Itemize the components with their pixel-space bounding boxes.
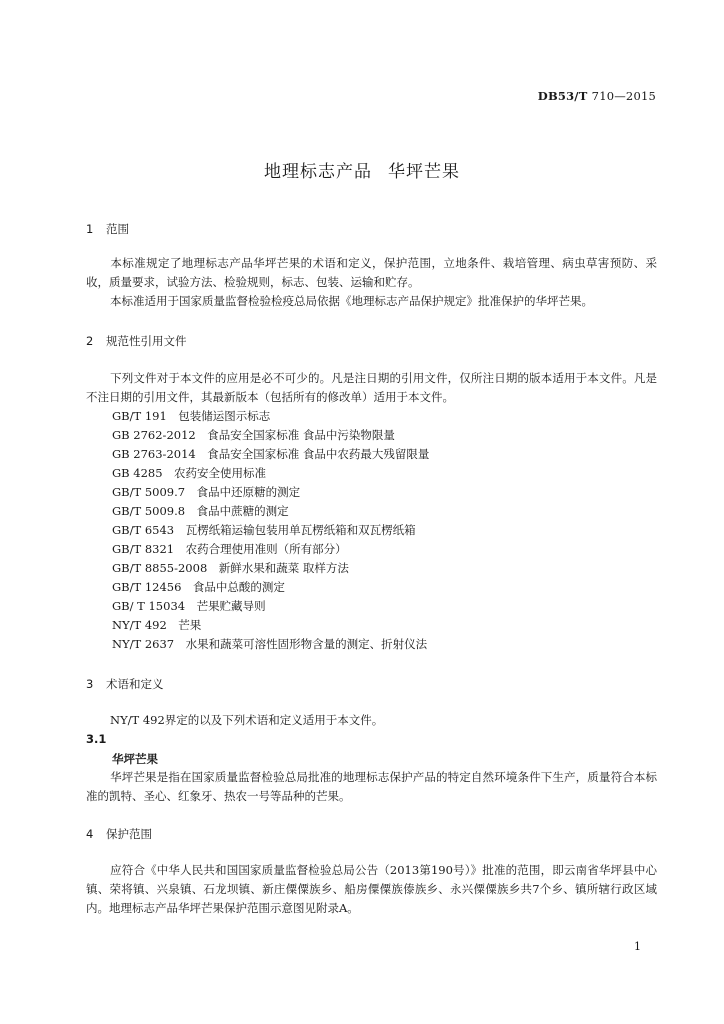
- reference-item: GB/ T 15034 芒果贮藏导则: [112, 599, 266, 613]
- paragraph-text: 下列文件对于本文件的应用是必不可少的。凡是注日期的引用文件，仅所注日期的版本适用于本文件。凡是不注日期的引用文件，其最新版本（包括所有的修改单）适用于本文件。: [86, 371, 657, 404]
- title-part1: 地理标志产品: [264, 162, 372, 182]
- reference-item: NY/T 2637 水果和蔬菜可溶性固形物含量的测定、折射仪法: [112, 637, 428, 651]
- subsection-number: 3.1: [86, 732, 107, 746]
- paragraph-text: 华坪芒果是指在国家质量监督检验总局批准的地理标志保护产品的特定自然环境条件下生产，质量符合本标准的凯特、圣心、红象牙、热农一号等品种的芒果。: [86, 770, 657, 803]
- reference-item: GB 2763-2014 食品安全国家标准 食品中农药最大残留限量: [112, 447, 430, 461]
- section-number: 3: [86, 677, 94, 691]
- page-title: [0, 157, 724, 182]
- reference-item: GB 2762-2012 食品安全国家标准 食品中污染物限量: [112, 428, 395, 442]
- section-3-paragraph-1: [86, 711, 657, 730]
- reference-item: GB/T 191 包装储运图示标志: [112, 409, 271, 423]
- section-1-paragraph-2: [86, 292, 657, 311]
- reference-item: GB 4285 农药安全使用标准: [112, 466, 267, 480]
- section-4-heading: [86, 826, 152, 842]
- section-3-heading: [86, 676, 164, 692]
- page-number: 1: [634, 940, 641, 953]
- section-2-heading: [86, 333, 187, 349]
- paragraph-text: NY/T 492界定的以及下列术语和定义适用于本文件。: [110, 713, 384, 727]
- section-number: 2: [86, 334, 94, 348]
- section-title: 术语和定义: [106, 677, 164, 691]
- reference-item: GB/T 8855-2008 新鲜水果和蔬菜 取样方法: [112, 561, 349, 575]
- section-1-heading: [86, 221, 129, 237]
- paragraph-text: 应符合《中华人民共和国国家质量监督检验总局公告（2013第190号）》批准的范围，即云南省华坪县中心镇、荣将镇、兴泉镇、石龙坝镇、新庄僳僳族乡、船房僳僳族傣族乡、永兴僳僳族乡共7个乡、镇所辖行政区域内。地理标志产品华坪芒果保护范围示意图见附录A。: [86, 863, 657, 915]
- paragraph-text: 本标准规定了地理标志产品华坪芒果的术语和定义，保护范围，立地条件、栽培管理、病虫草害预防、采收，质量要求，试验方法、检验规则，标志、包装、运输和贮存。: [86, 256, 657, 289]
- section-title: 范围: [106, 222, 129, 236]
- term-title: 华坪芒果: [112, 752, 158, 766]
- reference-item: GB/T 5009.7 食品中还原糖的测定: [112, 485, 301, 499]
- section-title: 保护范围: [106, 827, 152, 841]
- section-4-paragraph-1: [86, 861, 657, 918]
- term-definition: [86, 768, 657, 806]
- reference-item: GB/T 8321 农药合理使用准则（所有部分）: [112, 542, 347, 556]
- paragraph-text: 本标准适用于国家质量监督检验检疫总局依据《地理标志产品保护规定》批准保护的华坪芒果。: [110, 294, 593, 308]
- title-part2: 华坪芒果: [388, 162, 460, 182]
- reference-item: GB/T 5009.8 食品中蔗糖的测定: [112, 504, 289, 518]
- reference-item: GB/T 6543 瓦楞纸箱运输包装用单瓦楞纸箱和双瓦楞纸箱: [112, 523, 416, 537]
- standard-code: [538, 89, 656, 103]
- section-1-paragraph-1: [86, 254, 657, 292]
- reference-item: GB/T 12456 食品中总酸的测定: [112, 580, 285, 594]
- section-title: 规范性引用文件: [106, 334, 187, 348]
- reference-item: NY/T 492 芒果: [112, 618, 202, 632]
- section-number: 4: [86, 827, 94, 841]
- section-2-paragraph-1: [86, 369, 657, 407]
- section-number: 1: [86, 222, 94, 236]
- standard-code-prefix: DB53/T: [537, 89, 588, 103]
- standard-code-number: 710—2015: [591, 89, 656, 103]
